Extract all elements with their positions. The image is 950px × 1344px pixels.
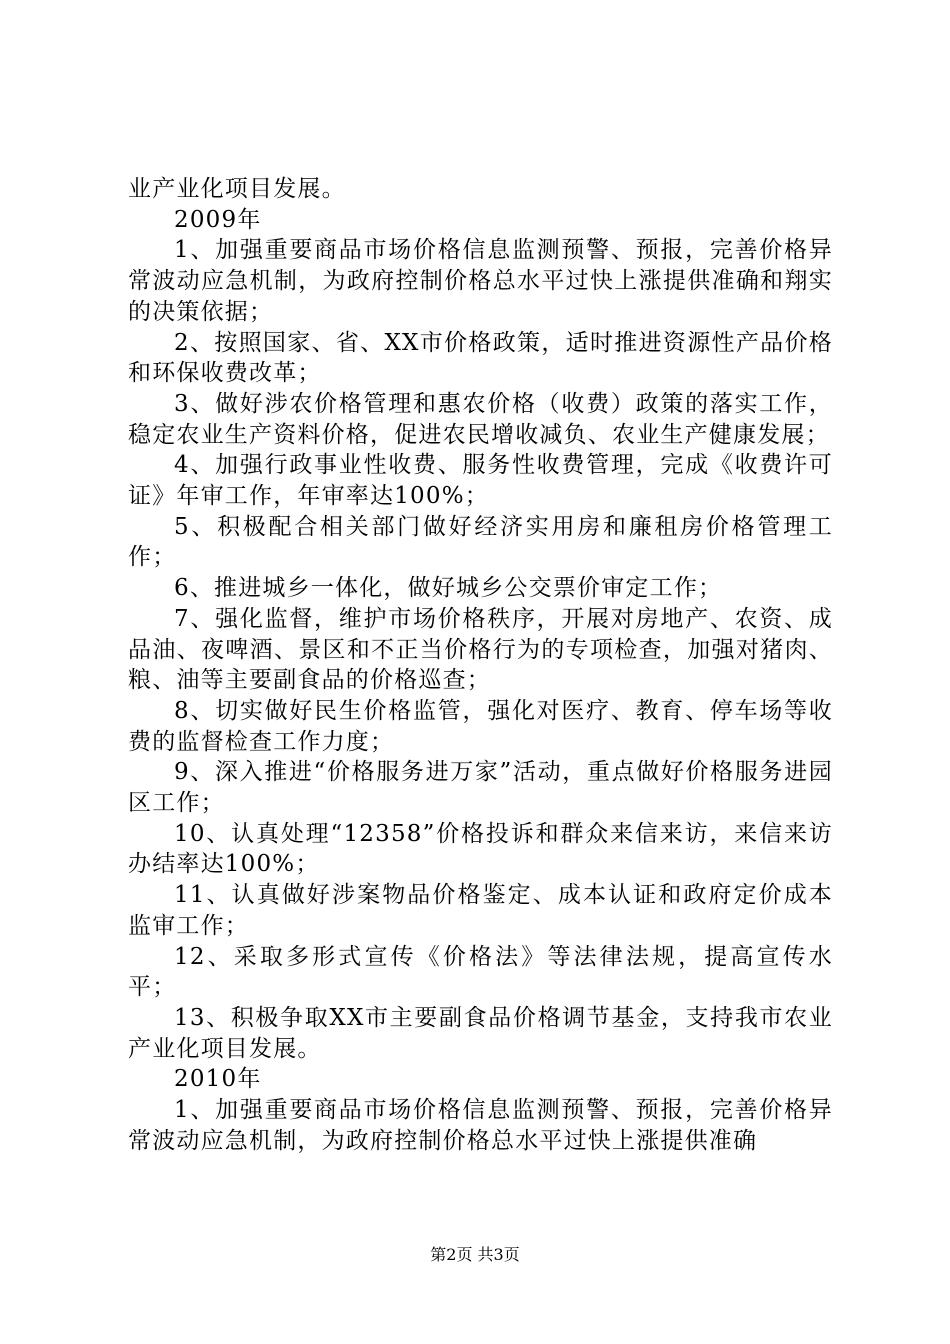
page-number-label: 第2页 共3页 [430,1245,520,1264]
paragraph: 2、按照国家、省、XX市价格政策，适时推进资源性产品价格和环保收费改革； [128,329,833,387]
paragraph: 7、强化监督，维护市场价格秩序，开展对房地产、农资、成品油、夜啤酒、景区和不正当价格行为的专项检查，加强对猪肉、粮、油等主要副食品的价格巡查； [128,605,833,694]
paragraph: 4、加强行政事业性收费、服务性收费管理，完成《收费许可证》年审工作，年审率达100%； [128,452,833,510]
paragraph: 10、认真处理“12358”价格投诉和群众来信来访，来信来访办结率达100%； [128,820,833,878]
paragraph: 9、深入推进“价格服务进万家”活动，重点做好价格服务进园区工作； [128,759,833,817]
paragraph: 1、加强重要商品市场价格信息监测预警、预报，完善价格异常波动应急机制，为政府控制价格总水平过快上涨提供准确 [128,1097,833,1154]
paragraph: 1、加强重要商品市场价格信息监测预警、预报，完善价格异常波动应急机制，为政府控制价格总水平过快上涨提供准确和翔实的决策依据； [128,237,833,325]
paragraph: 5、积极配合相关部门做好经济实用房和廉租房价格管理工作； [128,513,833,571]
paragraph: 12、采取多形式宣传《价格法》等法律法规，提高宣传水平； [128,943,833,1001]
paragraph: 13、积极争取XX市主要副食品价格调节基金，支持我市农业产业化项目发展。 [128,1004,833,1062]
paragraph: 8、切实做好民生价格监管，强化对医疗、教育、停车场等收费的监督检查工作力度； [128,697,833,755]
page-footer [0,1242,950,1265]
paragraph: 6、推进城乡一体化，做好城乡公交票价审定工作； [174,575,723,602]
document-body [128,174,833,1157]
year-heading-2009: 2009年 [174,206,262,233]
paragraph: 11、认真做好涉案物品价格鉴定、成本认证和政府定价成本监审工作； [128,882,833,939]
paragraph: 3、做好涉农价格管理和惠农价格（收费）政策的落实工作，稳定农业生产资料价格，促进农民增收减负、农业生产健康发展； [128,390,833,448]
paragraph: 业产业化项目发展。 [128,176,346,202]
year-heading-2010: 2010年 [174,1066,262,1093]
